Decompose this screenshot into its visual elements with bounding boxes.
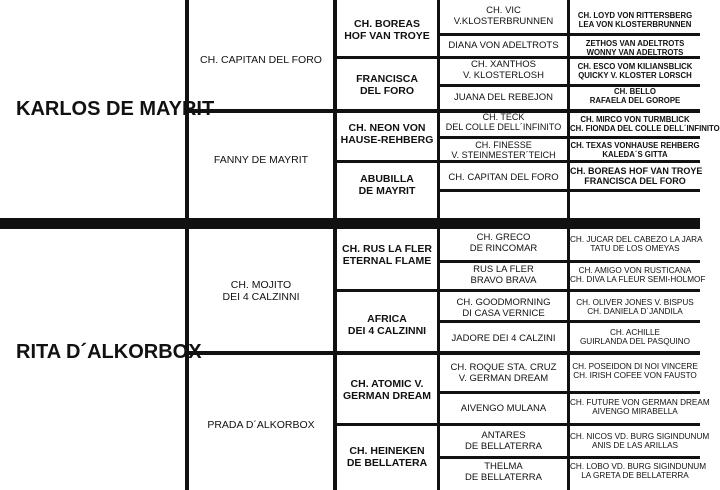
g5-ancestors: CH. AMIGO VON RUSTICANA CH. DIVA LA FLEUR SEMI-HOLMOF: [570, 266, 706, 285]
g5-ancestors: CH. MIRCO VON TURMBLICK CH. FIONDA DEL COLLE DELL´INFINITO: [570, 115, 720, 133]
g3-ancestor: CH. HEINEKEN DE BELLATERA: [346, 445, 428, 470]
hline-g4-7: [437, 391, 700, 394]
hline-g3-3: [333, 289, 700, 292]
dam-sire-name: [189, 279, 333, 303]
g3-ancestor: FRANCISCA DEL FORO: [356, 73, 418, 98]
hline-g4-1: [437, 33, 700, 36]
sire-sire-name: CH. CAPITAN DEL FORO: [200, 54, 322, 66]
dam-connector: [185, 351, 700, 355]
dam-sire-line-2: DEI 4 CALZINNI: [222, 291, 300, 304]
g4-ancestor: RUS LA FLER BRAVO BRAVA: [470, 264, 537, 286]
vline-1: [185, 0, 189, 490]
g4-ancestor: JADORE DEI 4 CALZINI: [451, 333, 556, 344]
g4-ancestor: JUANA DEL REBEJON: [454, 92, 553, 103]
g5-ancestors: CH. TEXAS VONHAUSE REHBERG KALEDA´S GITTA: [570, 141, 700, 159]
hline-g4-6: [437, 320, 700, 323]
hline-g4-8: [437, 456, 700, 459]
g4-ancestor: CH. CAPITAN DEL FORO: [448, 172, 559, 183]
g4-ancestor: CH. VIC V.KLOSTERBRUNNEN: [453, 5, 554, 27]
g4-ancestor: CH. GOODMORNING DI CASA VERNICE: [456, 297, 551, 319]
g3-ancestor: AFRICA DEI 4 CALZINNI: [347, 313, 427, 338]
g5-ancestors: ZETHOS VAN ADELTROTS WONNY VAN ADELTROTS: [585, 39, 685, 57]
sire-dam-name: FANNY DE MAYRIT: [213, 154, 309, 166]
g4-ancestor: CH. GRECO DE RINCOMAR: [469, 232, 538, 254]
g3-ancestor: ABUBILLA DE MAYRIT: [358, 173, 416, 198]
main-divider: [0, 218, 700, 229]
hline-g4-3: [437, 136, 700, 139]
g5-ancestors: CH. LOYD VON RITTERSBERG LEA VON KLOSTERBRUNNEN: [577, 11, 693, 29]
g5-ancestors: CH. ESCO VOM KILIANSBLICK QUICKY V. KLOSTER LORSCH: [577, 62, 693, 80]
g5-ancestors: CH. ACHILLE GUIRLANDA DEL PASQUINO: [579, 328, 691, 347]
sire-name: KARLOS DE MAYRIT: [16, 98, 215, 120]
g3-ancestor: CH. RUS LA FLER ETERNAL FLAME: [341, 243, 433, 268]
g5-ancestors: CH. BOREAS HOF VAN TROYE FRANCISCA DEL FORO: [570, 166, 703, 187]
g4-ancestor: ANTARES DE BELLATERRA: [465, 430, 542, 452]
hline-g4-2: [437, 84, 700, 87]
g4-ancestor: AIVENGO MULANA: [460, 403, 547, 414]
g4-ancestor: CH. ROQUE STA. CRUZ V. GERMAN DREAM: [450, 362, 557, 384]
g5-ancestors: CH. OLIVER JONES V. BISPUS CH. DANIELA D´JANDILA: [576, 298, 694, 317]
dam-name: RITA D´ALKORBOX: [16, 341, 202, 363]
g5-ancestors: CH. POSEIDON DI NOI VINCERE CH. IRISH COFEE VON FAUSTO: [572, 362, 698, 381]
g4-ancestor: THELMA DE BELLATERRA: [465, 461, 542, 483]
g5-ancestors: CH. BELLO RAFAELA DEL GOROPE: [589, 87, 681, 105]
g5-ancestors: CH. NICOS VD. BURG SIGINDUNUM ANIS DE LAS ARILLAS: [570, 432, 710, 451]
hline-g4-4: [437, 189, 700, 192]
g4-ancestor: DIANA VON ADELTROTS: [448, 40, 559, 51]
dam-dam-name: PRADA D´ALKORBOX: [207, 419, 315, 431]
hline-g4-5: [437, 260, 700, 263]
g4-ancestor: CH. XANTHOS V. KLOSTERLOSH: [463, 59, 544, 81]
g5-ancestors: CH. JUCAR DEL CABEZO LA JARA TATU DE LOS OMEYAS: [570, 235, 703, 254]
g3-ancestor: CH. BOREAS HOF VAN TROYE: [344, 18, 430, 43]
g5-ancestors: CH. FUTURE VON GERMAN DREAM AIVENGO MIRABELLA: [570, 398, 710, 417]
dam-sire-line-1: CH. MOJITO: [230, 279, 292, 291]
g3-ancestor: CH. ATOMIC V. GERMAN DREAM: [342, 378, 432, 403]
g4-ancestor: CH. TECK DEL COLLE DELL´INFINITO: [445, 112, 562, 133]
hline-g3-4: [333, 423, 700, 426]
g5-ancestors: CH. LOBO VD. BURG SIGINDUNUM LA GRETA DE BELLATERRA: [570, 462, 707, 481]
g4-ancestor: CH. FINESSE V. STEINMESTER´TEICH: [451, 140, 556, 161]
g3-ancestor: CH. NEON VON HAUSE-REHBERG: [340, 122, 434, 147]
